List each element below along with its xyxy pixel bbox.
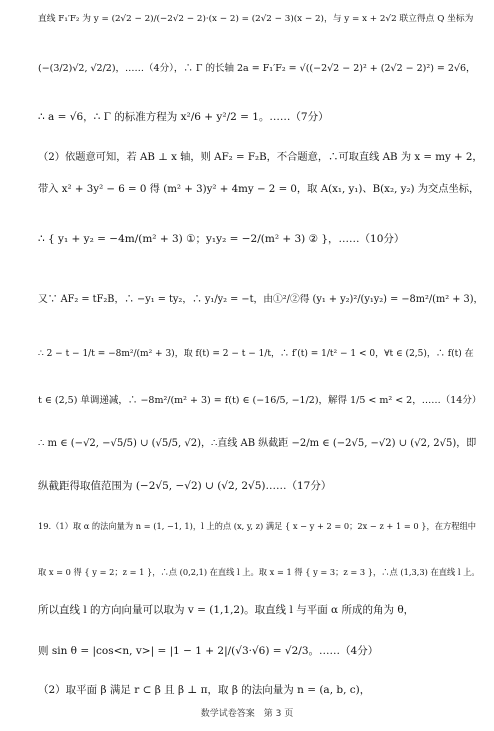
solution-line: 又∵ AF₂ = tF₂B，∴ −y₁ = ty₂，∴ y₁/y₂ = −t，由①²/②得 (y₁ + y₂)²/(y₁y₂) = −8m²/(m² + 3)， [38, 294, 484, 305]
solution-line: ∴ m ∈ (−√2, −√5/5) ∪ (√5/5, √2)，∴直线 AB 纵截距 −2/m ∈ (−2√5, −√2) ∪ (√2, 2√5)，即 [38, 438, 477, 449]
solution-line: （2）取平面 β 满足 r ⊂ β 且 β ⊥ π，取 β 的法向量为 n = (a, b, c)， [38, 684, 371, 696]
solution-line: 所以直线 l 的方向向量可以取为 v = (1,1,2)。取直线 l 与平面 α 所成的角为 θ， [38, 604, 415, 616]
solution-line: （2）依题意可知，若 AB ⊥ x 轴，则 AF₂ = F₂B，不合题意，∴可取直线 AB 为 x = my + 2， [38, 151, 483, 163]
solution-line: t ∈ (2,5) 单调递减，∴ −8m²/(m² + 3) = f(t) ∈ (−16/5, −1/2)，解得 1/5 < m² < 2，……（14分） [38, 395, 482, 406]
solution-line: 带入 x² + 3y² − 6 = 0 得 (m² + 3)y² + 4my − 2 = 0，取 A(x₁, y₁)、B(x₂, y₂) 为交点坐标， [38, 183, 480, 195]
solution-line: ∴ a = √6，∴ Γ 的标准方程为 x²/6 + y²/2 = 1。……（7分） [38, 111, 329, 123]
solution-line: 19.（1）取 α 的法向量为 n = (1, −1, 1)，l 上的点 (x, y, z) 满足 { x − y + 2 = 0；2x − z + 1 = 0 }，在方程组中 [38, 521, 476, 531]
solution-line: 取 x = 0 得 { y = 2；z = 1 }，∴点 (0,2,1) 在直线 l 上。取 x = 1 得 { y = 3；z = 3 }，∴点 (1,3,3) 在直线 l 上。 [38, 567, 480, 577]
solution-line: 直线 F₁′F₂ 为 y = (2√2 − 2)/(−2√2 − 2)·(x − 2) = (2√2 − 3)(x − 2)，与 y = x + 2√2 联立得点 Q 坐标为 [38, 14, 474, 24]
solution-line: ∴ 2 − t − 1/t = −8m²/(m² + 3)，取 f(t) = 2 − t − 1/t，∴ f′(t) = 1/t² − 1 < 0，∀t ∈ (2,5)，∴ f(t) 在 [38, 349, 474, 359]
solution-line: 则 sin θ = |cos<n, v>| = |1 − 1 + 2|/(√3·√6) = √2/3。……（4分） [38, 645, 379, 657]
solution-line: 纵截距得取值范围为 (−2√5, −√2) ∪ (√2, 2√5)……（17分） [38, 480, 332, 492]
solution-line: (−(3/2)√2, √2/2)，……（4分），∴ Γ 的长轴 2a = F₁′F₂ = √((−2√2 − 2)² + (2√2 − 2)²) = 2√6， [38, 63, 476, 74]
solution-line: ∴ { y₁ + y₂ = −4m/(m² + 3) ①；y₁y₂ = −2/(m² + 3) ② }，……（10分） [38, 233, 405, 245]
page-footer: 数学试卷答案 第 3 页 [200, 709, 294, 719]
